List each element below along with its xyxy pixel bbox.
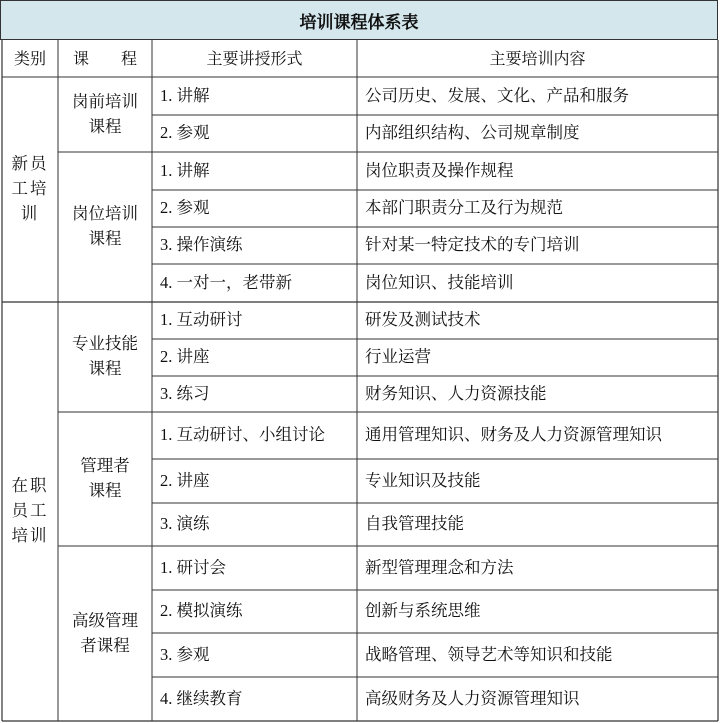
content-cell: 创新与系统思维 xyxy=(365,601,481,621)
table-title: 培训课程体系表 xyxy=(0,0,718,40)
content-cell: 新型管理理念和方法 xyxy=(365,557,514,577)
content-cell: 研发及测试技术 xyxy=(365,310,481,330)
course-name-cell: 高级管理 者课程 xyxy=(72,610,138,655)
content-cell: 行业运营 xyxy=(365,347,431,367)
content-cell: 针对某一特定技术的专门培训 xyxy=(365,235,580,255)
method-cell: 2. 参观 xyxy=(160,198,210,218)
method-cell: 3. 操作演练 xyxy=(160,235,243,255)
method-cell: 2. 讲座 xyxy=(160,470,210,490)
method-cell: 1. 研讨会 xyxy=(160,557,226,577)
method-cell: 3. 练习 xyxy=(160,383,210,403)
content-cell: 岗位知识、技能培训 xyxy=(365,272,514,292)
method-cell: 4. 继续教育 xyxy=(160,688,243,708)
method-cell: 2. 模拟演练 xyxy=(160,601,243,621)
content-cell: 岗位职责及操作规程 xyxy=(365,160,514,180)
content-cell: 专业知识及技能 xyxy=(365,470,481,490)
method-cell: 1. 讲解 xyxy=(160,85,210,105)
category-cell: 在职 员工 培训 xyxy=(11,476,49,545)
course-name-cell: 专业技能 课程 xyxy=(72,334,138,378)
method-cell: 3. 参观 xyxy=(160,644,210,664)
category-cell: 新员 工培 训 xyxy=(11,154,49,223)
course-name-cell: 岗位培训 课程 xyxy=(72,204,138,248)
method-cell: 3. 演练 xyxy=(160,514,210,534)
content-cell: 通用管理知识、财务及人力资源管理知识 xyxy=(365,425,662,445)
content-cell: 内部组织结构、公司规章制度 xyxy=(365,123,580,143)
method-cell: 4. 一对一，老带新 xyxy=(160,272,292,292)
header-course: 课 程 xyxy=(72,48,137,68)
content-cell: 财务知识、人力资源技能 xyxy=(365,383,547,403)
header-method: 主要讲授形式 xyxy=(206,48,303,68)
method-cell: 1. 互动研讨 xyxy=(160,310,243,330)
method-cell: 2. 讲座 xyxy=(160,347,210,367)
method-cell: 2. 参观 xyxy=(160,123,210,143)
method-cell: 1. 讲解 xyxy=(160,160,210,180)
content-cell: 本部门职责分工及行为规范 xyxy=(365,198,563,218)
content-cell: 战略管理、领导艺术等知识和技能 xyxy=(365,644,613,664)
header-content: 主要培训内容 xyxy=(489,48,586,68)
content-cell: 高级财务及人力资源管理知识 xyxy=(365,688,580,708)
method-cell: 1. 互动研讨、小组讨论 xyxy=(160,425,325,445)
content-cell: 自我管理技能 xyxy=(365,514,464,534)
course-name-cell: 管理者 课程 xyxy=(80,456,130,500)
course-name-cell: 岗前培训 课程 xyxy=(72,91,138,136)
header-category: 类别 xyxy=(13,48,46,68)
content-cell: 公司历史、发展、文化、产品和服务 xyxy=(365,85,629,105)
